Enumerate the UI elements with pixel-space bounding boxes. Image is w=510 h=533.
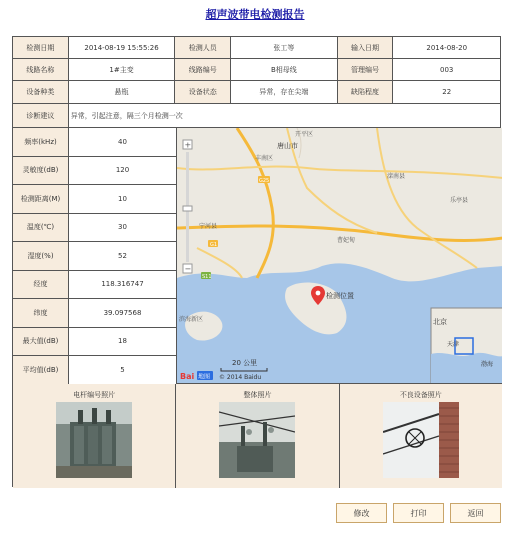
map-label-binhai: 滨海新区 — [179, 316, 204, 323]
value-latitude: 39.097568 — [69, 299, 176, 327]
map-label-tangshan: 唐山市 — [277, 142, 298, 150]
value-temperature: 30 — [69, 214, 176, 242]
zoom-slider-handle[interactable] — [183, 206, 192, 211]
value-device-type: 悬瓶 — [69, 81, 176, 104]
value-frequency: 40 — [69, 128, 176, 156]
road-label-s11: S11 — [202, 274, 212, 280]
map-label-caofeidian: 曹妃甸 — [337, 237, 356, 244]
value-inspector: 张工等 — [231, 37, 338, 59]
report-table — [12, 36, 501, 487]
value-average-value: 5 — [69, 356, 176, 384]
photo-cell-overall — [176, 384, 339, 488]
label-average-value: 平均值(dB) — [13, 356, 69, 384]
map-label-kaiping: 开平区 — [295, 131, 314, 138]
print-button[interactable]: 打印 — [393, 503, 444, 523]
marker-dot — [316, 291, 321, 296]
measurement-row — [13, 128, 176, 157]
photo-caption-pole-number: 电杆编号照片 — [73, 391, 116, 399]
label-input-date: 输入日期 — [338, 37, 394, 59]
zoom-out-icon: − — [184, 264, 192, 274]
label-max-value: 最大值(dB) — [13, 328, 69, 356]
label-diagnosis: 诊断建议 — [13, 104, 69, 128]
marker-label: 检测位置 — [326, 292, 354, 300]
value-input-date: 2014-08-20 — [393, 37, 500, 59]
label-device-type: 设备种类 — [13, 81, 69, 104]
photo-overall[interactable] — [219, 402, 295, 478]
inset-label-tianjin: 天津 — [447, 341, 460, 348]
map-label-fengnan: 丰南区 — [255, 155, 274, 162]
measurement-row — [13, 299, 176, 328]
measurement-row — [13, 356, 176, 384]
zoom-in-icon: + — [184, 140, 192, 150]
value-distance: 10 — [69, 185, 176, 213]
edit-button[interactable]: 修改 — [336, 503, 387, 523]
value-detect-date: 2014-08-19 15:55:26 — [69, 37, 176, 59]
inset-sea — [431, 353, 502, 384]
label-latitude: 纬度 — [13, 299, 69, 327]
map-label-ninghe: 宁河县 — [199, 223, 218, 230]
value-max-value: 18 — [69, 328, 176, 356]
value-defect-level: 22 — [393, 81, 500, 104]
value-device-status: 异常，存在尖端 — [231, 81, 338, 104]
photo-cell-defective-device — [340, 384, 502, 488]
value-longitude: 118.316747 — [69, 271, 176, 299]
label-defect-level: 缺陷程度 — [338, 81, 394, 104]
photo-cell-pole-number — [13, 384, 176, 488]
label-temperature: 温度(℃) — [13, 214, 69, 242]
value-line-name: 1#主变 — [69, 59, 176, 81]
photo-caption-defective-device: 不良设备照片 — [399, 391, 442, 399]
label-frequency: 频率(kHz) — [13, 128, 69, 156]
photo-pole-number[interactable] — [56, 402, 132, 478]
measurement-row — [13, 157, 176, 186]
map-label-laoting: 乐亭县 — [450, 197, 469, 204]
diagnosis-row — [13, 104, 500, 128]
measurements-list — [13, 128, 176, 384]
label-distance: 检测距离(M) — [13, 185, 69, 213]
back-button[interactable]: 返回 — [450, 503, 501, 523]
label-longitude: 经度 — [13, 271, 69, 299]
inset-label-bohai: 渤海 — [481, 361, 494, 368]
inset-label-beijing: 北京 — [433, 318, 447, 326]
location-map[interactable] — [176, 128, 502, 384]
label-line-name: 线路名称 — [13, 59, 69, 81]
value-humidity: 52 — [69, 242, 176, 270]
baidu-logo-suffix: 地图 — [198, 373, 211, 381]
label-management-number: 管理编号 — [338, 59, 394, 81]
overview-inset[interactable] — [431, 308, 502, 384]
road-label-g25: G25 — [259, 178, 270, 184]
label-sensitivity: 灵敏度(dB) — [13, 157, 69, 185]
label-detect-date: 检测日期 — [13, 37, 69, 59]
value-management-number: 003 — [393, 59, 500, 81]
photo-caption-overall: 整体照片 — [243, 391, 272, 399]
value-line-number: B相母线 — [231, 59, 338, 81]
header-row-3 — [13, 81, 500, 104]
map-copyright: © 2014 Baidu — [219, 374, 262, 381]
value-diagnosis: 异常，引起注意，隔三个月检测一次 — [69, 104, 500, 128]
scale-label: 20 公里 — [232, 359, 258, 367]
road-label-g1: G1 — [210, 242, 218, 248]
measurement-row — [13, 271, 176, 300]
header-row-1 — [13, 37, 500, 59]
label-line-number: 线路编号 — [175, 59, 231, 81]
measurement-row — [13, 242, 176, 271]
map-label-luannan: 滦南县 — [387, 173, 406, 180]
measurement-row — [13, 328, 176, 357]
measurement-row — [13, 214, 176, 243]
report-title: 超声波带电检测报告 — [205, 8, 305, 21]
label-inspector: 检测人员 — [175, 37, 231, 59]
header-row-2 — [13, 59, 500, 81]
measurement-row — [13, 185, 176, 214]
photo-defective-device[interactable] — [383, 402, 459, 478]
photos-row — [13, 384, 502, 488]
label-device-status: 设备状态 — [175, 81, 231, 104]
value-sensitivity: 120 — [69, 157, 176, 185]
baidu-logo-text: Bai — [180, 372, 195, 381]
label-humidity: 湿度(%) — [13, 242, 69, 270]
map-canvas[interactable] — [177, 128, 502, 384]
